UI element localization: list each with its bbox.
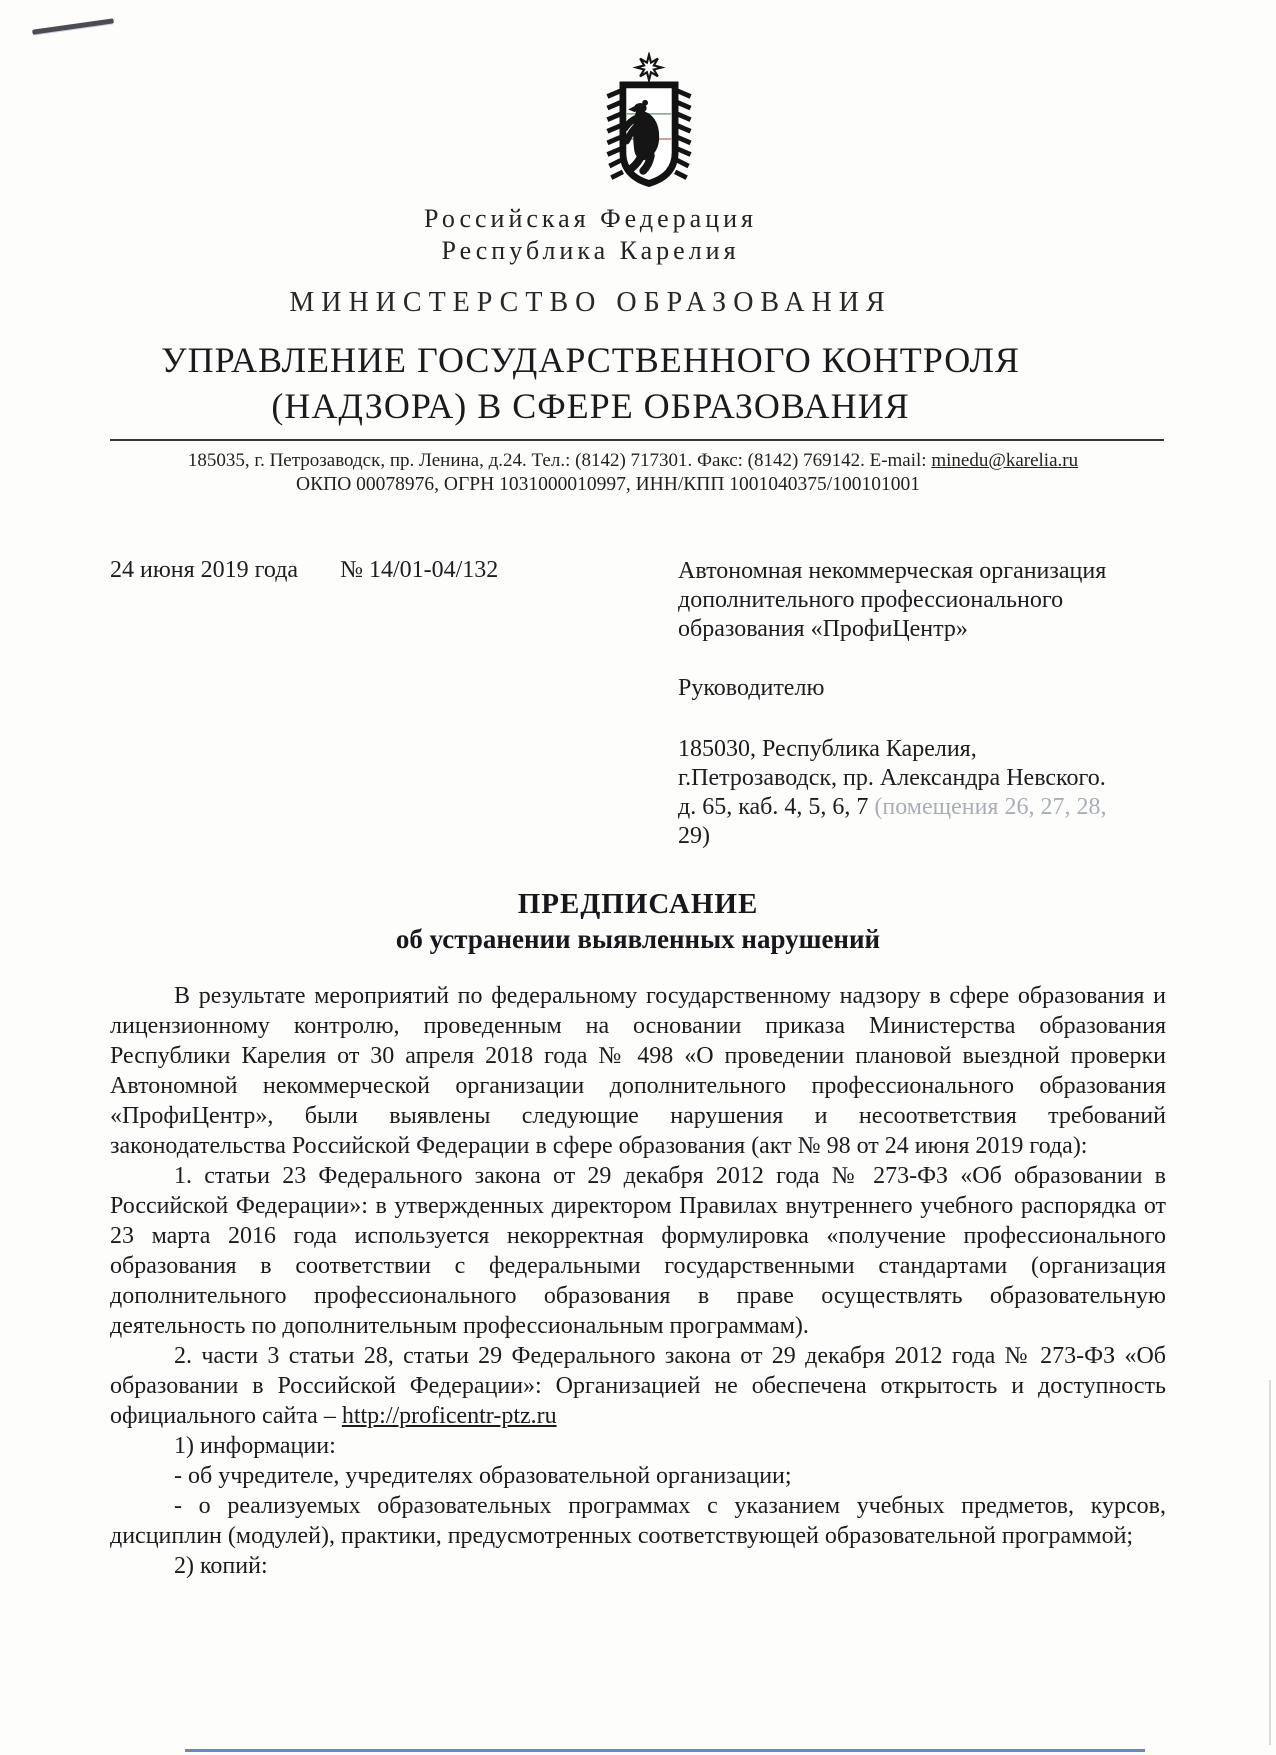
- ministry-name: МИНИСТЕРСТВО ОБРАЗОВАНИЯ: [289, 287, 892, 318]
- karelia-coat-of-arms-icon: [584, 52, 714, 197]
- paragraph-sub2: 2) копий:: [174, 1553, 268, 1579]
- recipient-addressee: Руководителю: [678, 675, 825, 701]
- paragraph-violation-2: [110, 1341, 1166, 1431]
- document-body: [110, 981, 1166, 1581]
- contact-line: [0, 449, 1276, 473]
- paragraph-violation-2-text: 2. части 3 статьи 28, статьи 29 Федерального закона от 29 декабря 2012 года № 273-ФЗ «Об образовании в Российской Федерации»: Организацией не обеспечена открытость и доступность официального сайта –: [110, 1343, 1166, 1429]
- letterhead: [0, 0, 1276, 429]
- recipient-address: [678, 735, 1166, 851]
- contact-text: 185035, г. Петрозаводск, пр. Ленина, д.24. Тел.: (8142) 717301. Факс: (8142) 769142. E-mail:: [187, 450, 932, 471]
- region-name: Республика Карелия: [441, 236, 740, 265]
- recipient-address-line2: г.Петрозаводск, пр. Александра Невского.: [678, 765, 1106, 791]
- recipient-address-line3-text: д. 65, каб. 4, 5, 6, 7: [678, 794, 875, 820]
- recipient-block: [678, 557, 1166, 851]
- letterhead-divider: [110, 439, 1164, 441]
- paragraph-violation-1: 1. статьи 23 Федерального закона от 29 декабря 2012 года № 273-ФЗ «Об образовании в Российской Федерации»: в утвержденных директором Правилах внутреннего учебного распорядка от 23 марта 2016 года используется некорректная формулировка «получение профессионального образования в соответствии с федеральными государственными стандартами (организация дополнительного профессионального образования в праве осуществлять образовательную деятельность по дополнительным профессиональным программам).: [110, 1163, 1166, 1339]
- recipient-organization: Автономная некоммерческая организация дополнительного профессионального образования «ПрофиЦентр»: [678, 558, 1107, 642]
- document-number: № 14/01-04/132: [340, 557, 499, 583]
- recipient-address-line4: 29): [678, 823, 710, 849]
- recipient-address-line3: [678, 793, 1166, 822]
- recipient-address-line3-faded: (помещения 26, 27, 28,: [874, 794, 1107, 820]
- paragraph-sub1b: - о реализуемых образовательных программах с указанием учебных предметов, курсов, дисциплин (модулей), практики, предусмотренных соответствующей образовательной программой;: [110, 1493, 1166, 1549]
- date-and-number: [110, 557, 498, 851]
- right-edge-scan-artifact: [1269, 1380, 1271, 1745]
- organization-site-link: http://proficentr-ptz.ru: [341, 1403, 557, 1429]
- department-name-line2: (НАДЗОРА) В СФЕРЕ ОБРАЗОВАНИЯ: [271, 386, 910, 426]
- letterhead-email-link: minedu@karelia.ru: [931, 450, 1079, 471]
- document-title: [0, 887, 1276, 955]
- document-title-line2: об устранении выявленных нарушений: [395, 924, 881, 954]
- recipient-address-line1: 185030, Республика Карелия,: [678, 736, 977, 762]
- document-date: 24 июня 2019 года: [110, 557, 299, 583]
- country-name: Российская Федерация: [424, 204, 757, 233]
- paragraph-intro: В результате мероприятий по федеральному государственному надзору в сфере образования и лицензионному контролю, проведенным на основании приказа Министерства образования Республики Карелия от 30 апреля 2018 года № 498 «О проведении плановой выездной проверки Автономной некоммерческой организации дополнительного профессионального образования «ПрофиЦентр», были выявлены следующие нарушения и несоответствия требований законодательства Российской Федерации в сфере образования (акт № 98 от 24 июня 2019 года):: [110, 983, 1166, 1159]
- department-name-line1: УПРАВЛЕНИЕ ГОСУДАРСТВЕННОГО КОНТРОЛЯ: [161, 340, 1020, 380]
- paragraph-sub1: 1) информации:: [174, 1433, 336, 1459]
- registration-codes-line: ОКПО 00078976, ОГРН 1031000010997, ИНН/КПП 1001040375/100101001: [296, 474, 920, 495]
- document-title-line1: ПРЕДПИСАНИЕ: [517, 888, 759, 920]
- bottom-scan-line-artifact: [185, 1749, 1145, 1752]
- paragraph-sub1a: - об учредителе, учредителях образовательной организации;: [174, 1463, 792, 1489]
- meta-and-recipient-row: [110, 557, 1166, 851]
